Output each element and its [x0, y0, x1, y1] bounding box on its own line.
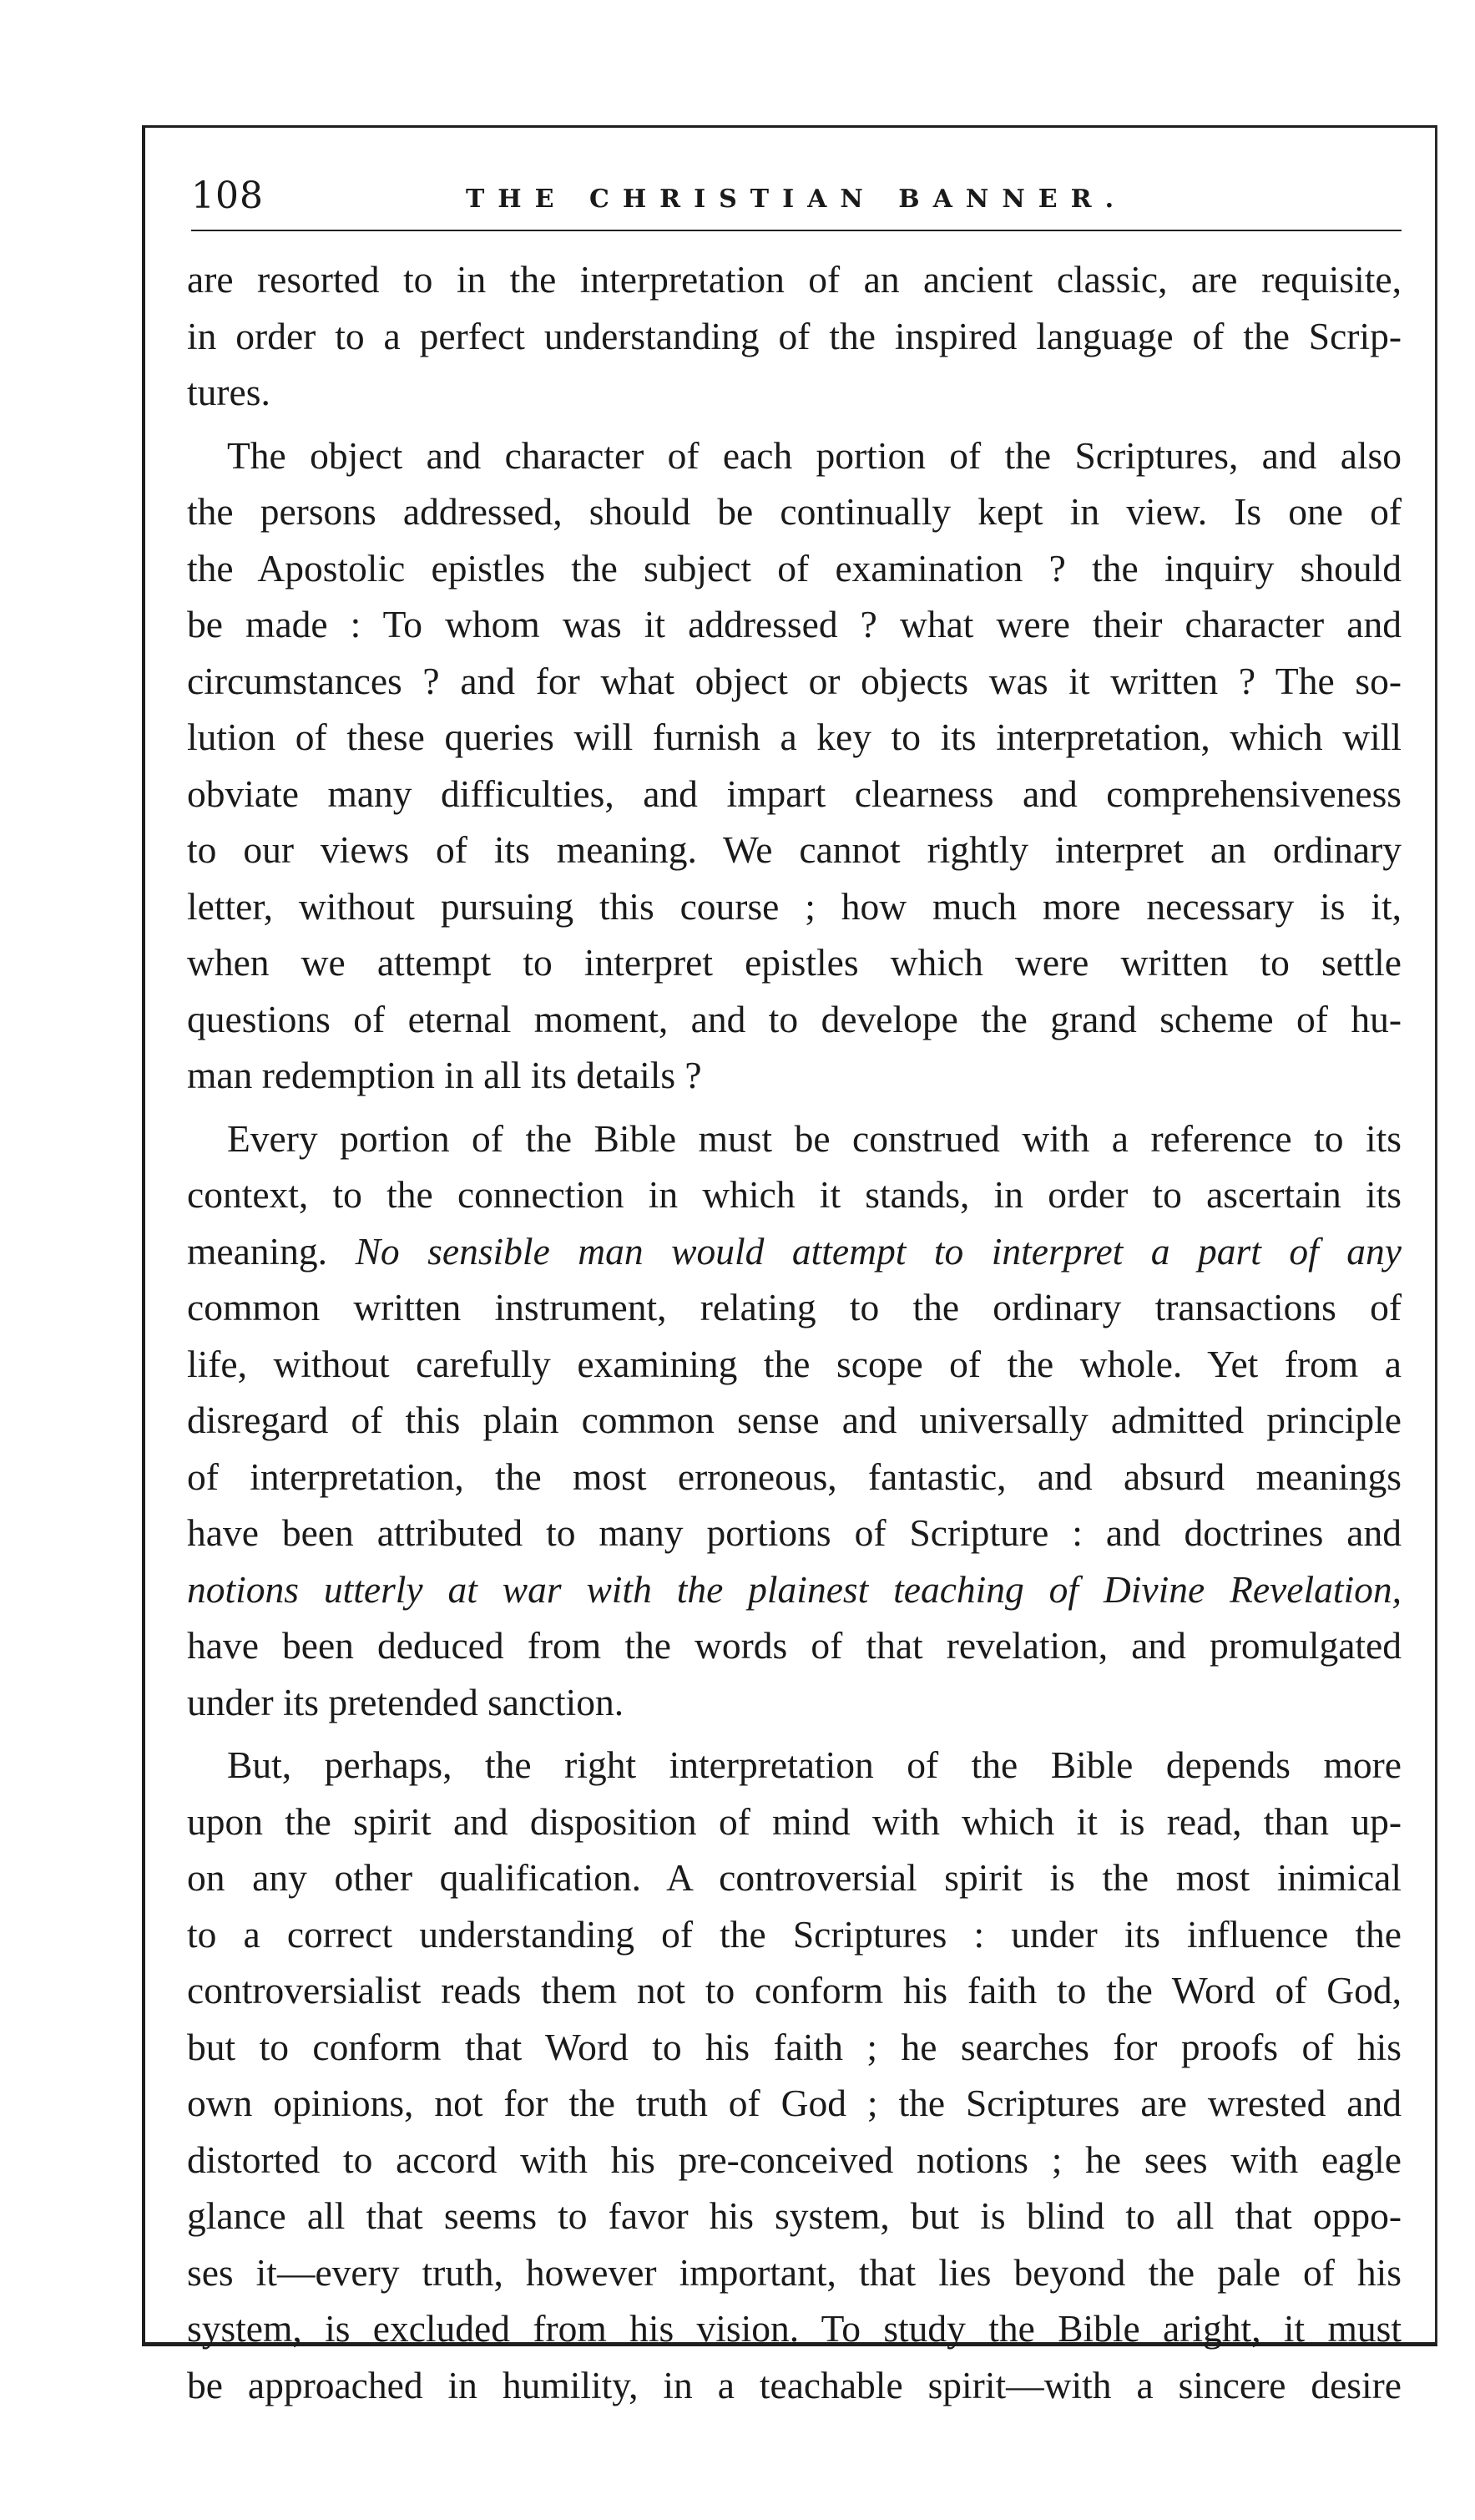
- text-line: life, without carefully examining the scope of the whole. Yet from a: [187, 1342, 1402, 1385]
- text-line: are resorted to in the interpretation of an ancient classic, are requisite,: [187, 258, 1402, 301]
- text-line: ses it—every truth, however important, that lies beyond the pale of his: [187, 2250, 1402, 2294]
- text-line: man redemption in all its details ?: [187, 1054, 702, 1096]
- text-line: lution of these queries will furnish a key to its interpretation, which will: [187, 716, 1402, 758]
- text-line: be made : To whom was it addressed ? what were their character and: [187, 603, 1402, 645]
- text-italic: No sensible man would attempt to interpret a part of any: [355, 1229, 1402, 1273]
- paragraph-4: [187, 1737, 1402, 2413]
- text-line: distorted to accord with his pre-conceived notions ; he sees with eagle: [187, 2138, 1402, 2181]
- text-line: the persons addressed, should be continually kept in view. Is one of: [187, 490, 1402, 533]
- text-line: The object and character of each portion of the Scriptures, and also: [227, 433, 1402, 477]
- paragraph-2: [187, 428, 1402, 1104]
- text-line: system, is excluded from his vision. To study the Bible aright, it must: [187, 2307, 1402, 2350]
- text-line-italic: notions utterly at war with the plainest teaching of Divine Revelation,: [187, 1567, 1402, 1611]
- text-line: disregard of this plain common sense and universally admitted principle: [187, 1399, 1402, 1441]
- text-line: the Apostolic epistles the subject of examination ? the inquiry should: [187, 546, 1402, 590]
- text-roman: meaning.: [187, 1229, 328, 1273]
- paragraph-1: [187, 251, 1402, 421]
- page-header: [191, 171, 1402, 231]
- text-line: have been deduced from the words of that revelation, and promulgated: [187, 1624, 1402, 1667]
- text-line: be approached in humility, in a teachable spirit—with a sincere desire: [187, 2363, 1402, 2406]
- text-line: have been attributed to many portions of Scripture : and doctrines and: [187, 1511, 1402, 1554]
- text-line: on any other qualification. A controversial spirit is the most inimical: [187, 1856, 1402, 1899]
- text-line: obviate many difficulties, and impart clearness and comprehensiveness: [187, 772, 1402, 815]
- text-line: Every portion of the Bible must be construed with a reference to its: [227, 1116, 1402, 1160]
- text-line: controversialist reads them not to conform his faith to the Word of God,: [187, 1969, 1402, 2011]
- text-line: when we attempt to interpret epistles which were written to settle: [187, 941, 1402, 984]
- text-line: glance all that seems to favor his system, but is blind to all that oppo-: [187, 2194, 1402, 2237]
- text-line: but to conform that Word to his faith ; he searches for proofs of his: [187, 2025, 1402, 2068]
- text-line: questions of eternal moment, and to develope the grand scheme of hu-: [187, 997, 1402, 1040]
- page-number: 108: [191, 175, 264, 217]
- text-line: common written instrument, relating to the ordinary transactions of: [187, 1286, 1402, 1328]
- text-line: context, to the connection in which it stands, in order to ascertain its: [187, 1173, 1402, 1216]
- text-line: to our views of its meaning. We cannot rightly interpret an ordinary: [187, 828, 1402, 871]
- text-line: in order to a perfect understanding of the inspired language of the Scrip-: [187, 314, 1402, 357]
- text-body: [187, 251, 1402, 2420]
- page-frame: [142, 125, 1437, 2406]
- text-line: But, perhaps, the right interpretation of the Bible depends more: [227, 1743, 1402, 1786]
- text-line: of interpretation, the most erroneous, fantastic, and absurd meanings: [187, 1455, 1402, 1498]
- text-line-mixed: [187, 1223, 1402, 1280]
- text-line: letter, without pursuing this course ; how much more necessary is it,: [187, 884, 1402, 928]
- running-head: THE CHRISTIAN BANNER.: [465, 185, 1128, 214]
- text-line: tures.: [187, 371, 270, 413]
- text-line: own opinions, not for the truth of God ; the Scriptures are wrested and: [187, 2082, 1402, 2124]
- paragraph-3: [187, 1111, 1402, 1731]
- text-line: under its pretended sanction.: [187, 1680, 624, 1723]
- text-line: to a correct understanding of the Scriptures : under its influence the: [187, 1912, 1402, 1956]
- text-line: circumstances ? and for what object or objects was it written ? The so-: [187, 659, 1402, 702]
- text-line: upon the spirit and disposition of mind with which it is read, than up-: [187, 1799, 1402, 1843]
